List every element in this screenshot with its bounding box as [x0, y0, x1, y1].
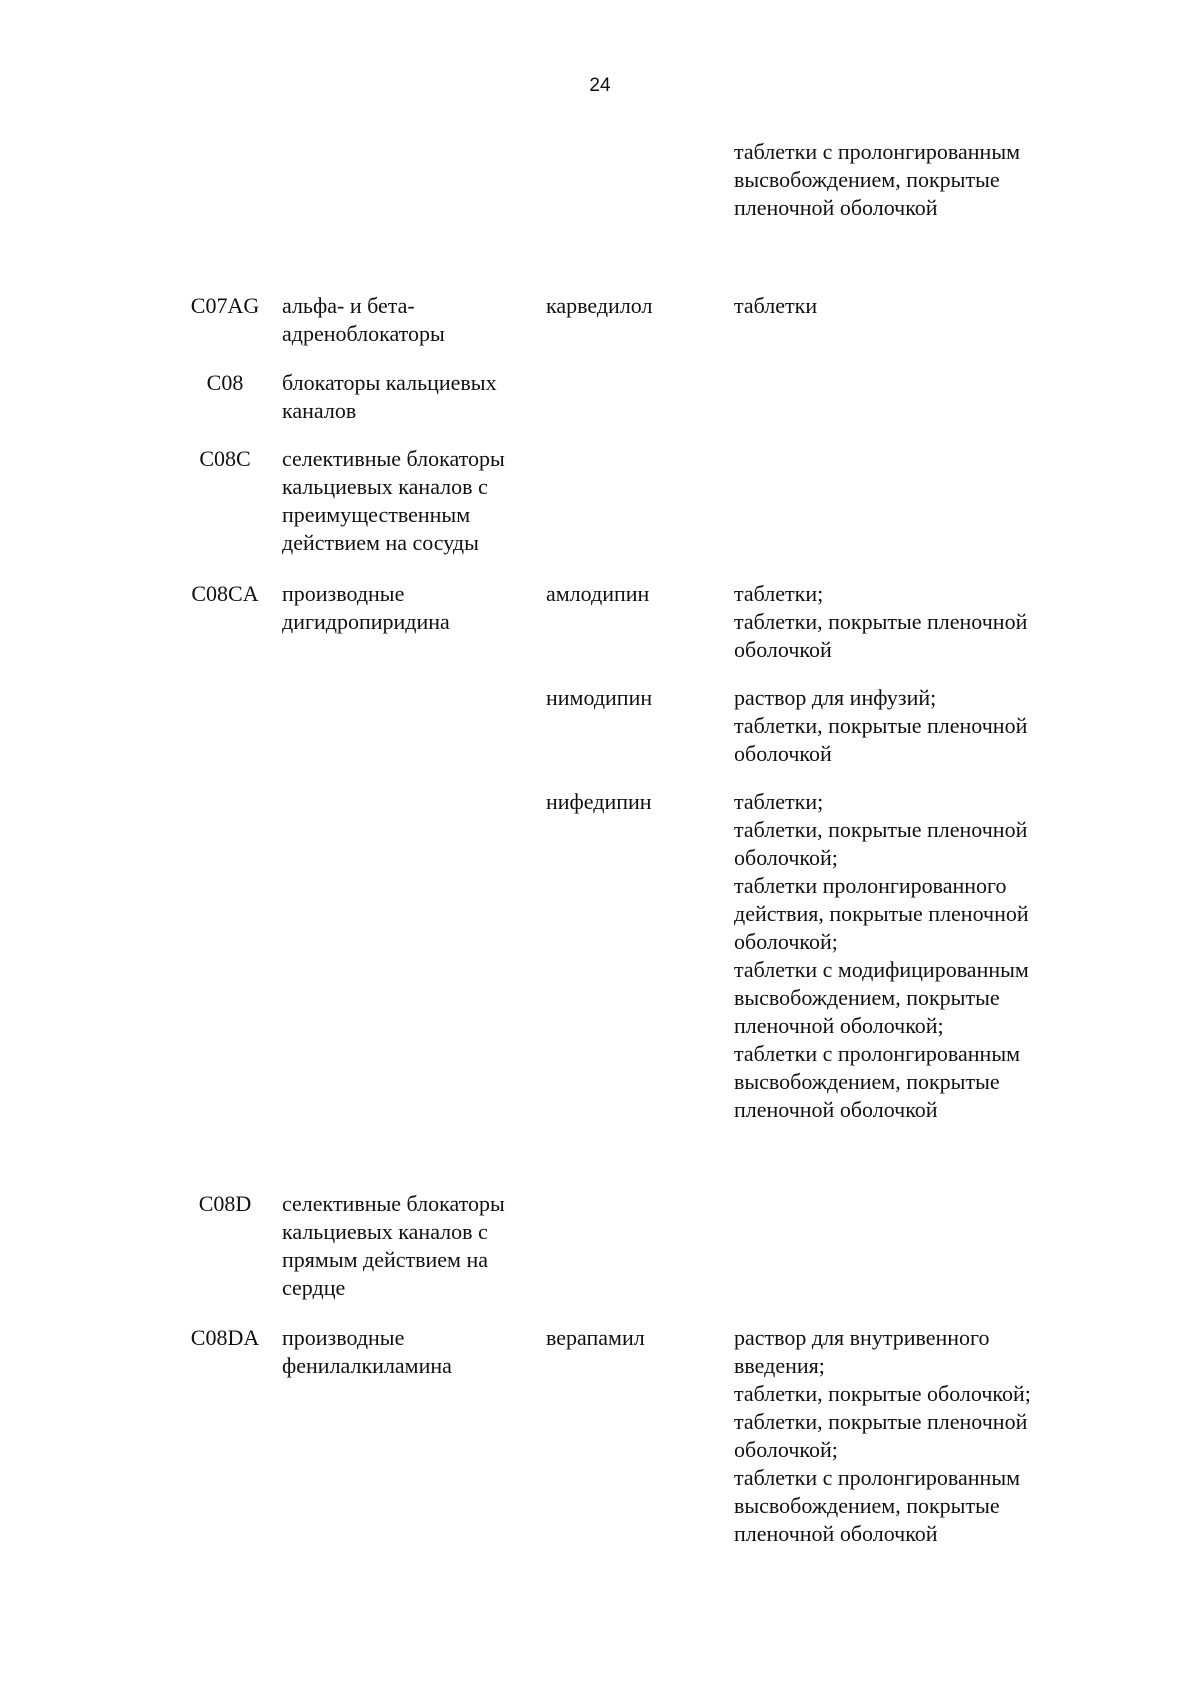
- dosage-forms: раствор для внутривенного введения; таблетки, покрытые оболочкой; таблетки, покрытые пленочной оболочкой; таблетки с пролонгированным высвобождением, покрытые пленочной оболочкой: [734, 1325, 1031, 1546]
- atc-group-name: блокаторы кальциевых каналов: [282, 370, 497, 423]
- atc-code: C08C: [199, 446, 251, 471]
- atc-code: C08D: [198, 1191, 252, 1216]
- atc-group-name: селективные блокаторы кальциевых каналов с преимущественным действием на сосуды: [282, 446, 505, 555]
- atc-group-name: производные фенилалкиламина: [282, 1325, 452, 1378]
- page-number: 24: [589, 75, 611, 96]
- dosage-forms: таблетки; таблетки, покрытые пленочной оболочкой; таблетки пролонгированного действия, покрытые пленочной оболочкой; таблетки с модифицированным высвобождением, покрытые пленочной оболочкой; таблетки с пролонгированным высвобождением, покрытые пленочной оболочкой: [734, 789, 1029, 1122]
- medicine-name: карведилол: [546, 293, 653, 318]
- atc-group-name: альфа- и бета- адреноблокаторы: [282, 293, 445, 346]
- continued-dosage-forms: таблетки с пролонгированным высвобождением, покрытые пленочной оболочкой: [734, 139, 1021, 220]
- atc-group-name: производные дигидропиридина: [282, 581, 450, 634]
- medicine-name: верапамил: [546, 1325, 645, 1350]
- dosage-forms: раствор для инфузий; таблетки, покрытые пленочной оболочкой: [734, 685, 1028, 766]
- atc-group-name: селективные блокаторы кальциевых каналов с прямым действием на сердце: [282, 1191, 505, 1300]
- dosage-forms: таблетки; таблетки, покрытые пленочной оболочкой: [734, 581, 1028, 662]
- atc-code: C08: [206, 370, 244, 395]
- atc-code: C07AG: [190, 293, 260, 318]
- medicine-name: амлодипин: [546, 581, 650, 606]
- atc-code: C08CA: [191, 581, 259, 606]
- atc-code: C08DA: [190, 1325, 260, 1350]
- dosage-forms: таблетки: [734, 293, 818, 318]
- medicine-name: нифедипин: [546, 789, 652, 814]
- medicine-name: нимодипин: [546, 685, 653, 710]
